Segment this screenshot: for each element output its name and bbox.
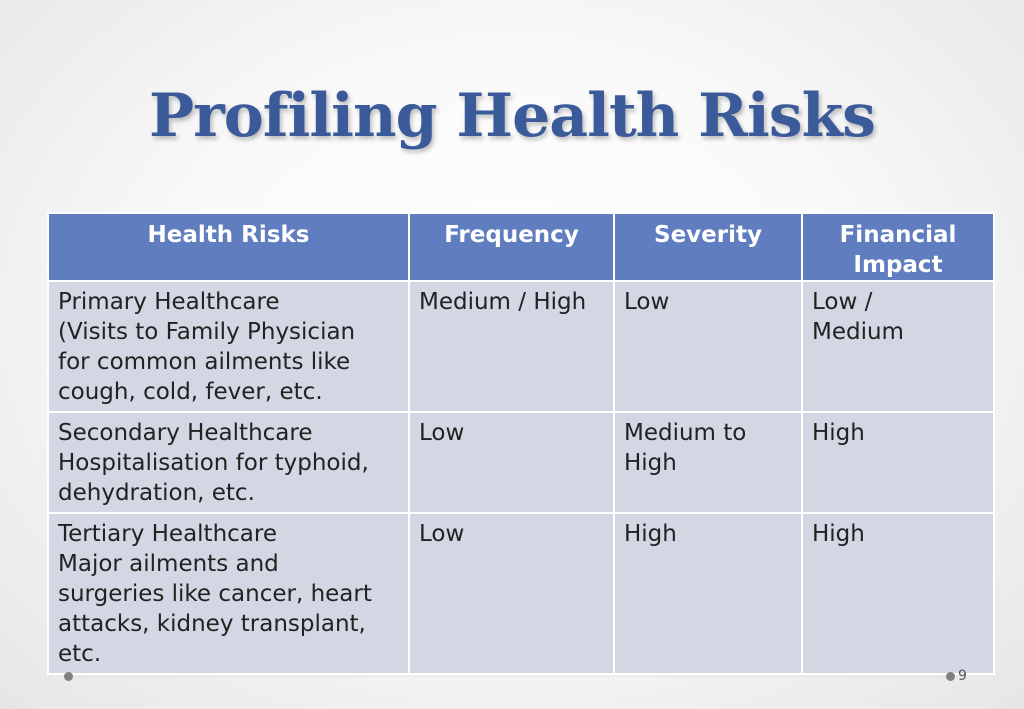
footer-divider	[68, 676, 948, 677]
cell-text: attacks, kidney transplant,	[58, 611, 366, 637]
cell-text: Medium	[812, 319, 904, 345]
cell-severity	[614, 412, 802, 513]
header-severity: Severity	[614, 213, 802, 281]
table-row	[48, 281, 994, 412]
cell-severity	[614, 513, 802, 674]
cell-text: cough, cold, fever, etc.	[58, 379, 323, 405]
table-row	[48, 412, 994, 513]
cell-text: surgeries like cancer, heart	[58, 581, 372, 607]
cell-text: for common ailments like	[58, 349, 351, 375]
cell-frequency	[409, 281, 614, 412]
cell-risk	[48, 513, 409, 674]
cell-text: Secondary Healthcare	[58, 420, 313, 446]
cell-text: Primary Healthcare	[58, 289, 280, 315]
header-financial-impact	[802, 213, 994, 281]
cell-frequency	[409, 412, 614, 513]
cell-financial	[802, 513, 994, 674]
slide-title: Profiling Health Risks	[149, 81, 875, 151]
cell-text: (Visits to Family Physician	[58, 319, 356, 345]
cell-frequency	[409, 513, 614, 674]
slide-number: 9	[958, 668, 967, 684]
footer-right-dot	[946, 672, 955, 681]
health-risks-table	[47, 212, 995, 675]
cell-text: Low /	[812, 289, 873, 315]
header-health-risks: Health Risks	[48, 213, 409, 281]
cell-text: Medium to	[624, 420, 747, 446]
table-row	[48, 513, 994, 674]
footer-left-dot	[64, 672, 73, 681]
cell-financial	[802, 412, 994, 513]
cell-text: etc.	[58, 641, 102, 667]
cell-text: High	[624, 521, 677, 547]
cell-text: High	[812, 420, 865, 446]
cell-text: Low	[419, 420, 465, 446]
cell-text: Tertiary Healthcare	[58, 521, 277, 547]
cell-text: High	[624, 450, 677, 476]
cell-text: Low	[419, 521, 465, 547]
cell-risk	[48, 412, 409, 513]
cell-risk	[48, 281, 409, 412]
table-header-row	[48, 213, 994, 281]
header-frequency: Frequency	[409, 213, 614, 281]
cell-text: dehydration, etc.	[58, 480, 255, 506]
cell-text: Major ailments and	[58, 551, 279, 577]
cell-severity	[614, 281, 802, 412]
header-financial-impact-label: Financial Impact	[839, 222, 957, 278]
cell-financial	[802, 281, 994, 412]
cell-text: High	[812, 521, 865, 547]
cell-text: Hospitalisation for typhoid,	[58, 450, 369, 476]
cell-text: Low	[624, 289, 670, 315]
cell-text: Medium / High	[419, 289, 587, 315]
